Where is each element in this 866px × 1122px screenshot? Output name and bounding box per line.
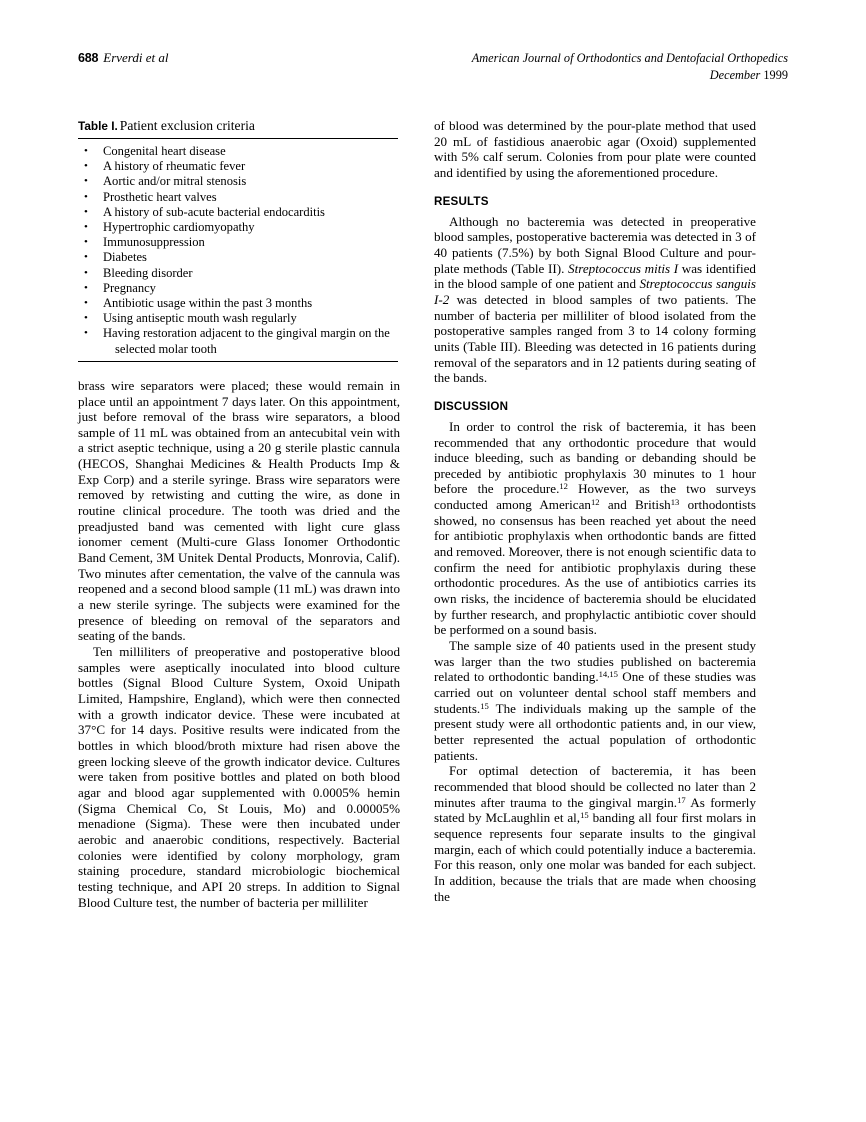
list-item <box>78 235 400 250</box>
list-item-label: Pregnancy <box>103 280 156 295</box>
table-1-top-rule <box>78 138 398 139</box>
list-item <box>78 326 400 356</box>
body-paragraph: of blood was determined by the pour-plate method that used 20 mL of fastidious anaerobic agar (Oxoid) supplemented with 5% calf serum. Colonies from pour plate were counted and identified by using the aforementioned procedure. <box>434 118 756 180</box>
text-run: In order to control the risk of bacteremia, it has been recommended that any orthodontic procedure that would induce bleeding, such as banding or debanding should be preceded by antibiotic prophylaxis 30 minutes to 1 hour before the procedure. <box>434 418 756 497</box>
citation-ref: 13 <box>670 497 680 508</box>
bullet-icon: • <box>84 312 88 325</box>
list-item <box>78 190 400 205</box>
species-name: Streptococcus mitis I <box>568 260 679 276</box>
list-item <box>78 220 400 235</box>
text-run: banding all four first molars in sequence represents four separate insults to the gingival margin, each of which could potentially induce a bacteremia. For this reason, only one molar was banded for each subject. In addition, because the trials that are made when choosing the <box>434 810 757 904</box>
list-item-label: Diabetes <box>103 250 147 265</box>
list-item-label: Antibiotic usage within the past 3 months <box>103 296 313 311</box>
list-item <box>78 281 400 296</box>
right-column <box>434 118 756 904</box>
bullet-icon: • <box>84 281 88 294</box>
running-head-authors: Erverdi et al <box>103 50 169 65</box>
table-1-caption <box>78 118 400 134</box>
table-1-label: Table I. <box>78 119 118 133</box>
list-item <box>78 250 400 265</box>
issue-month: December <box>709 67 761 82</box>
text-run: As formerly stated by McLaughlin et al, <box>434 794 756 826</box>
citation-ref: 17 <box>677 794 686 805</box>
text-run: One of these studies was carried out on volunteer dental school staff members and students. <box>434 669 756 716</box>
section-heading-results: RESULTS <box>434 194 489 208</box>
text-run: For optimal detection of bacteremia, it has been recommended that blood should be collected no later than 2 minutes after trauma to the gingival margin. <box>434 763 756 810</box>
list-item-label: A history of sub-acute bacterial endocarditis <box>103 204 325 219</box>
text-run: Although no bacteremia was detected in preoperative blood samples, postoperative bacteremia was detected in 3 of 40 patients (7.5%) by both Signal Blood Culture and pour-plate methods (Table II). <box>434 213 756 276</box>
citation-ref: 15 <box>480 700 489 711</box>
page-number: 688 <box>78 51 99 65</box>
bullet-icon: • <box>84 160 88 173</box>
text-run: The individuals making up the sample of the present study were all orthodontic patients and, in our view, better represented the actual population of orthodontic patients. <box>434 700 756 763</box>
text-run: The sample size of 40 patients used in the present study was larger than the two studies published on bacteremia related to orthodontic banding. <box>434 638 756 685</box>
citation-ref: 14,15 <box>598 669 618 680</box>
list-item-label: A history of rheumatic fever <box>103 159 246 174</box>
list-item <box>78 205 400 220</box>
results-paragraph <box>434 214 756 386</box>
list-item <box>78 266 400 281</box>
bullet-icon: • <box>84 327 88 340</box>
list-item <box>78 311 400 326</box>
issue-year: 1999 <box>763 67 788 82</box>
bullet-icon: • <box>84 251 88 264</box>
issue-date <box>472 67 788 84</box>
list-item-label: Having restoration adjacent to the gingival margin on the <box>103 326 390 341</box>
bullet-icon: • <box>84 236 88 249</box>
body-paragraph: brass wire separators were placed; these would remain in place until an appointment 7 days later. On this appointment, just before removal of the brass wire separators, a blood sample of 11 mL was obtained from an antecubital vein with a strict aseptic technique, using a 20 g sterile plastic cannula (HECOS, Shanghai Medicines & Health Products Imp & Exp Corp) and a sterile syringe. Brass wire separators were removed by retwisting and cutting the wire, as done in routine clinical procedure. The tooth was dried and the preadjusted band was cemented with light cure glass ionomer cement (Multi-cure Glass Ionomer Orthodontic Band Cement, 3M Unitek Dental Products, Monrovia, Calif). Two minutes after cementation, the valve of the cannula was reopened and a second blood sample (11 mL) was drawn into a new sterile syringe. The subjects were examined for the presence of bleeding on removal of the separators and seating of the bands. <box>78 377 400 644</box>
citation-ref: 15 <box>580 810 589 821</box>
text-run: was detected in blood samples of two patients. The number of bacteria per milliliter of blood isolated from the postoperative samples ranged from 3 to 14 colony forming units (Table III). Bleeding was detected in 16 patients during removal of the separators and in 12 patients during seating of the bands. <box>434 291 756 386</box>
list-item-label-continued: selected molar tooth <box>115 341 217 356</box>
running-head-left <box>78 50 169 66</box>
bullet-icon: • <box>84 297 88 310</box>
bullet-icon: • <box>84 175 88 188</box>
list-item <box>78 296 400 311</box>
list-item-label: Bleeding disorder <box>103 265 193 280</box>
bullet-icon: • <box>84 145 88 157</box>
table-1-bottom-rule <box>78 361 398 362</box>
bullet-icon: • <box>84 221 88 234</box>
text-run: was identified in the blood sample of one patient and <box>434 260 756 292</box>
discussion-paragraph <box>434 419 756 638</box>
list-item <box>78 159 400 174</box>
exclusion-criteria-list <box>78 144 400 357</box>
text-run: However, as the two surveys conducted among American <box>434 481 756 513</box>
table-1 <box>78 118 400 362</box>
section-heading-discussion: DISCUSSION <box>434 399 509 413</box>
discussion-paragraph <box>434 638 756 763</box>
list-item-label: Hypertrophic cardiomyopathy <box>103 220 255 235</box>
list-item <box>78 174 400 189</box>
citation-ref: 12 <box>590 497 600 508</box>
list-item-label: Prosthetic heart valves <box>103 189 217 204</box>
text-run: and British <box>599 497 671 513</box>
left-column <box>78 118 400 910</box>
text-run: orthodontists showed, no consensus has been reached yet about the need for antibiotic prophylaxis when orthodontic bands are fitted and removed. Moreover, there is not enough scientific data to confirm the need for antibiotic prophylaxis during these orthodontic procedures. As the use of antibiotics carries its own risks, the incidence of bacteremia should be elucidated by further research, and prophylactic antibiotic cover should be performed on a sound basis. <box>434 497 756 638</box>
table-1-title: Patient exclusion criteria <box>119 118 255 133</box>
running-head-right <box>472 50 788 83</box>
list-item-label: Congenital heart disease <box>103 144 226 158</box>
running-head <box>78 50 788 90</box>
list-item-label: Using antiseptic mouth wash regularly <box>103 311 297 326</box>
bullet-icon: • <box>84 266 88 279</box>
bullet-icon: • <box>84 190 88 203</box>
bullet-icon: • <box>84 205 88 218</box>
list-item-label: Immunosuppression <box>103 235 205 250</box>
list-item <box>78 144 400 159</box>
citation-ref: 12 <box>559 481 568 492</box>
discussion-paragraph <box>434 763 756 904</box>
list-item-label: Aortic and/or mitral stenosis <box>103 174 247 189</box>
body-paragraph: Ten milliliters of preoperative and postoperative blood samples were aseptically inoculated into blood culture bottles (Signal Blood Culture System, Oxoid Unipath Limited, Hampshire, England), which were then connected with a growth indicator device. These were incubated at 37°C for 14 days. Positive results were indicated from the bottles in which blood/broth mixture had risen above the green locking sleeve of the growth indicator device. Cultures were taken from positive bottles and plated on both blood agar and blood agar supplemented with 0.0005% hemin (Sigma Chemical Co, St Louis, Mo) and 0.00005% menadione (Sigma). These were then incubated under aerobic and anaerobic conditions, respectively. Bacterial colonies were identified by colony morphology, gram staining procedure, standard microbiologic biochemical testing technique, and API 20 streps. In addition to Signal Blood Culture test, the number of bacteria per milliliter <box>78 644 400 910</box>
journal-title: American Journal of Orthodontics and Dentofacial Orthopedics <box>471 51 788 65</box>
species-name: Streptococcus sanguis I-2 <box>434 276 756 307</box>
